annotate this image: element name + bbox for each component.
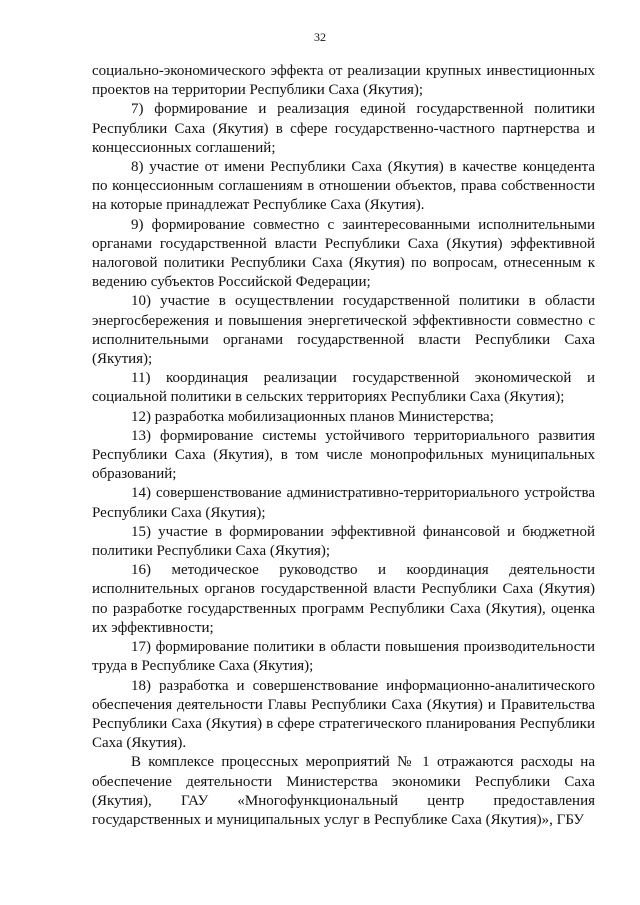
paragraph-item-14: 14) совершенствование административно-территориального устройства Республики Саха (Якутия); bbox=[92, 485, 595, 521]
paragraph-item-8: 8) участие от имени Республики Саха (Якутия) в качестве концедента по концессионным соглашениям в отношении объектов, права собственности на которые принадлежат Республике Саха (Якутия). bbox=[92, 159, 595, 214]
paragraph-process-measures: В комплексе процессных мероприятий № 1 отражаются расходы на обеспечение деятельности Министерства экономики Республики Саха (Якутия), ГАУ «Многофункциональный центр предоставления государственных и муниципальных услуг в Республике Саха (Якутия)», ГБУ bbox=[92, 754, 595, 828]
document-body bbox=[92, 62, 595, 830]
paragraph-item-7: 7) формирование и реализация единой государственной политики Республики Саха (Якутия) в сфере государственно-частного партнерства и концессионных соглашений; bbox=[92, 101, 595, 156]
paragraph-item-16: 16) методическое руководство и координация деятельности исполнительных органов государственной власти Республики Саха (Якутия) по разработке государственных программ Республики Саха (Якутия), оценка их эффективности; bbox=[92, 562, 595, 636]
paragraph-item-10: 10) участие в осуществлении государственной политики в области энергосбережения и повышения энергетической эффективности совместно с исполнительными органами государственной власти Республики Саха (Якутия); bbox=[92, 293, 595, 368]
paragraph-item-12: 12) разработка мобилизационных планов Министерства; bbox=[131, 408, 494, 425]
paragraph-item-13: 13) формирование системы устойчивого территориального развития Республики Саха (Якутия), в том числе монопрофильных муниципальных образований; bbox=[92, 427, 595, 483]
paragraph-item-17: 17) формирование политики в области повышения производительности труда в Республике Саха (Якутия); bbox=[92, 639, 595, 675]
paragraph-item-11: 11) координация реализации государственной экономической и социальной политики в сельских территориях Республики Саха (Якутия); bbox=[92, 370, 595, 406]
paragraph-item-15: 15) участие в формировании эффективной финансовой и бюджетной политики Республики Саха (Якутия); bbox=[92, 523, 595, 560]
paragraph-continuation: социально-экономического эффекта от реализации крупных инвестиционных проектов на территории Республики Саха (Якутия); bbox=[92, 63, 595, 99]
page-number: 32 bbox=[314, 30, 326, 44]
paragraph-item-18: 18) разработка и совершенствование информационно-аналитического обеспечения деятельности Главы Республики Саха (Якутия) и Правительства Республики Саха (Якутия) в сфере стратегического планирования Республики Саха (Якутия). bbox=[92, 677, 595, 752]
paragraph-item-9: 9) формирование совместно с заинтересованными исполнительными органами государственной власти Республики Саха (Якутия) эффективной налоговой политики Республики Саха (Якутия) по вопросам, отнесенным к ведению субъектов Российской Федерации; bbox=[92, 216, 595, 291]
